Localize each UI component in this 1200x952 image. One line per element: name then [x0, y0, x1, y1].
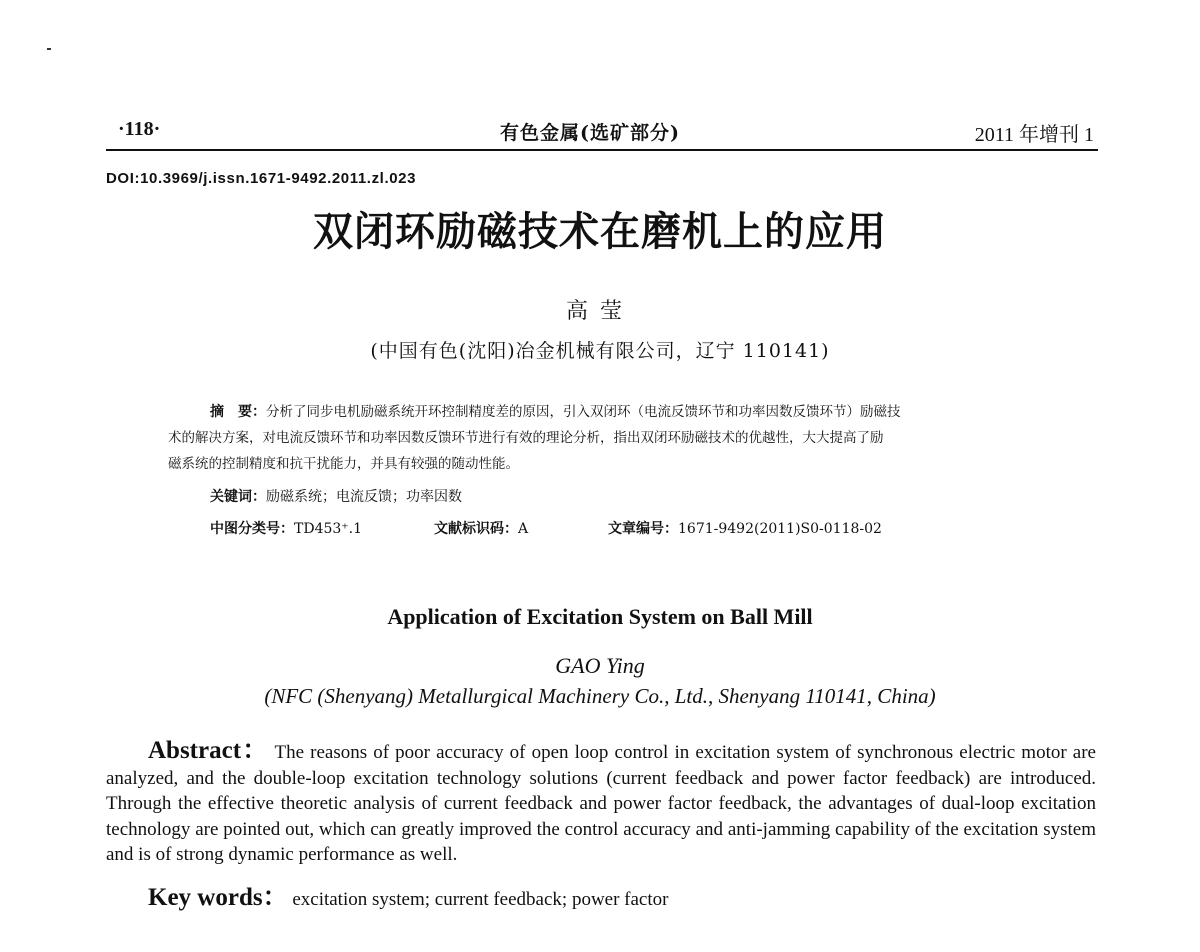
- keywords-cn-label: 关键词：: [210, 489, 266, 505]
- scan-speck: [47, 48, 51, 50]
- affiliation-en: (NFC (Shenyang) Metallurgical Machinery Co., Ltd., Shenyang 110141, China): [264, 684, 936, 708]
- abstract-en-label: Abstract：: [148, 737, 269, 764]
- title-cn: 双闭环励磁技术在磨机上的应用: [313, 208, 887, 255]
- issue-label: 2011 年增刊 1: [974, 124, 1094, 146]
- journal-name: 有色金属(选矿部分): [500, 122, 680, 144]
- affiliation-cn: (中国有色(沈阳)冶金机械有限公司，辽宁 110141): [370, 340, 830, 362]
- article-number: 文章编号：1671-9492(2011)S0-0118-02: [608, 521, 882, 537]
- author-cn: 高莹: [565, 299, 634, 324]
- keywords-en: [148, 877, 668, 913]
- abstract-cn-line-3: 磁系统的控制精度和抗干扰能力，并具有较强的随动性能。: [168, 456, 519, 472]
- keywords-cn: [210, 486, 462, 506]
- doi: DOI:10.3969/j.issn.1671-9492.2011.zl.023: [106, 170, 417, 187]
- abstract-cn: [168, 399, 1048, 477]
- header-rule: [106, 149, 1098, 151]
- page-number: ·118·: [118, 118, 161, 140]
- abstract-cn-line-1: 摘 要：分析了同步电机励磁系统开环控制精度差的原因，引入双闭环（电流反馈环节和功率因数反馈环节）励磁技: [210, 404, 901, 420]
- keywords-en-label: Key words：: [148, 884, 288, 911]
- author-en: GAO Ying: [555, 653, 645, 678]
- clc-number: 中图分类号：TD453⁺.1: [210, 521, 363, 537]
- document-code: 文献标识码：A: [434, 521, 529, 537]
- title-en: Application of Excitation System on Ball Mill: [387, 604, 813, 629]
- abstract-en: [106, 738, 1096, 868]
- keywords-en-text: excitation system; current feedback; power factor: [292, 889, 669, 910]
- keywords-cn-text: 励磁系统；电流反馈；功率因数: [266, 489, 462, 505]
- abstract-cn-label: 摘 要：: [210, 404, 266, 420]
- abstract-cn-line-2: 术的解决方案，对电流反馈环节和功率因数反馈环节进行有效的理论分析，指出双闭环励磁技术的优越性，大大提高了励: [168, 430, 884, 446]
- abstract-en-text: The reasons of poor accuracy of open loop control in excitation system of synchronous electric motor are analyzed, and the double-loop excitation technology solutions (current feedback and power factor feedback) are introduced. Through the effective theoretic analysis of current feedback and power factor feedback, the advantages of dual-loop excitation technology are pointed out, which can greatly improved the control accuracy and anti-jamming capability of the excitation system and is of strong dynamic performance as well.: [106, 742, 1096, 865]
